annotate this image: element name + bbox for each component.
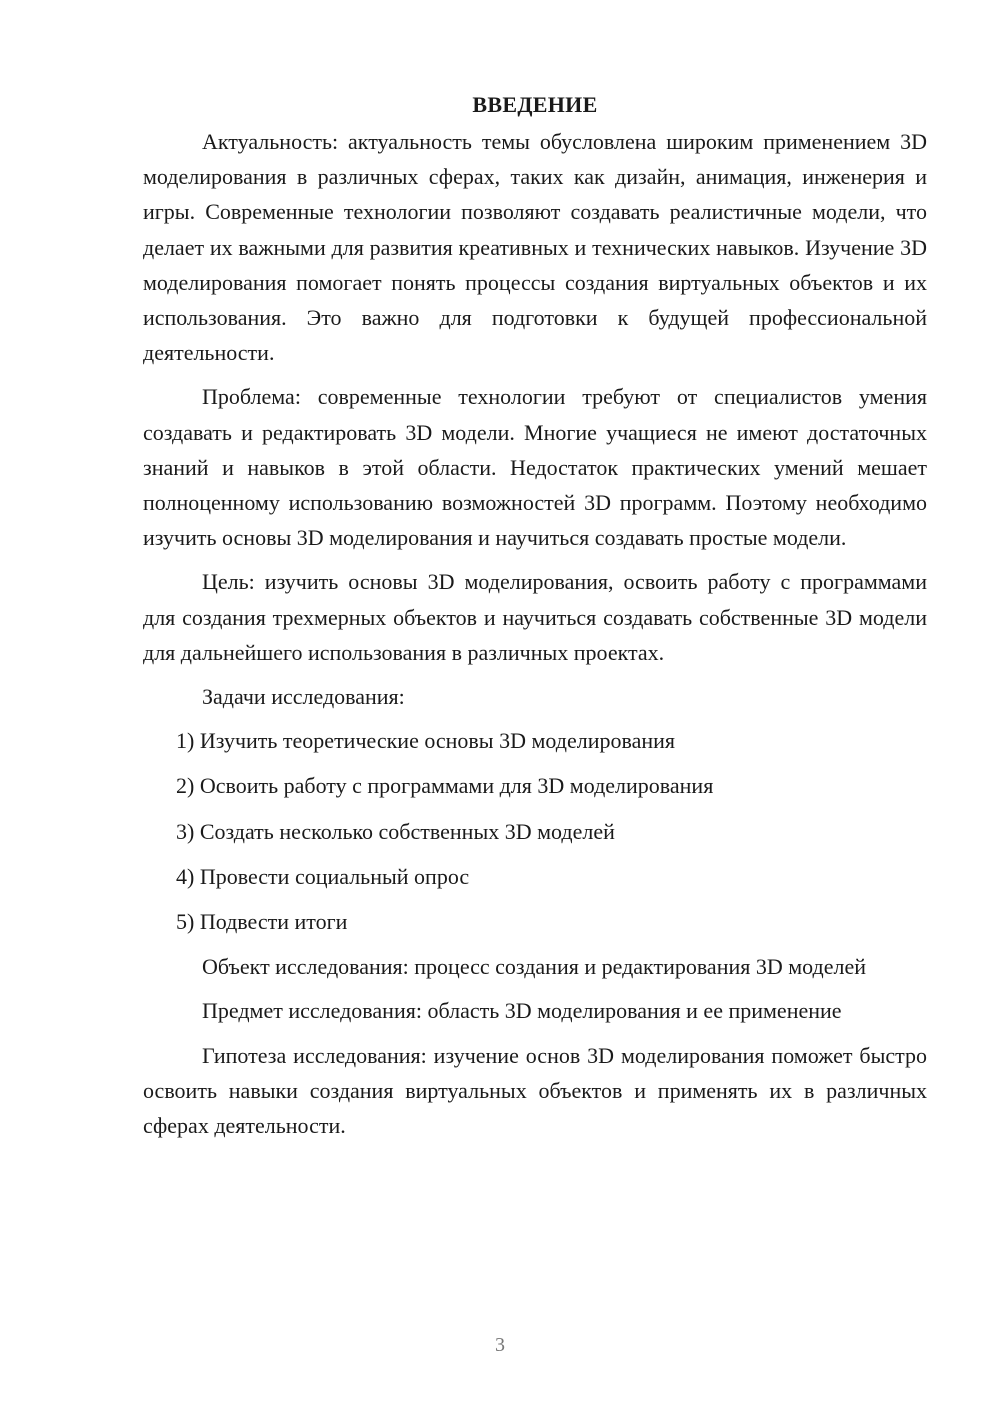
- page-number: 3: [495, 1334, 505, 1356]
- list-item: 4) Провести социальный опрос: [176, 863, 470, 889]
- object-paragraph: Объект исследования: процесс создания и редактирования 3D моделей: [202, 954, 867, 980]
- list-item: 2) Освоить работу с программами для 3D моделирования: [176, 773, 714, 799]
- relevance-paragraph: Актуальность: актуальность темы обусловлена широким применением 3D моделирования в различных сферах, таких как дизайн, анимация, инженерия и игры. Современные технологии позволяют создавать реалистичные модели, что делает их важными для развития креативных и технических навыков. Изучение 3D моделирования помогает понять процессы создания виртуальных объектов и их использования. Это важно для подготовки к будущей профессиональной деятельности.: [143, 129, 927, 366]
- document-page: [143, 92, 927, 1152]
- problem-paragraph: Проблема: современные технологии требуют от специалистов умения создавать и редактировать 3D модели. Многие учащиеся не имеют достаточных знаний и навыков в этой области. Недостаток практических умений мешает полноценному использованию возможностей 3D программ. Поэтому необходимо изучить основы 3D моделирования и научиться создавать простые модели.: [143, 384, 927, 551]
- list-item: 3) Создать несколько собственных 3D моделей: [176, 818, 615, 844]
- hypothesis-paragraph: Гипотеза исследования: изучение основ 3D моделирования поможет быстро освоить навыки создания виртуальных объектов и применять их в различных сферах деятельности.: [143, 1042, 927, 1139]
- tasks-heading: Задачи исследования:: [202, 684, 405, 710]
- list-item: 1) Изучить теоретические основы 3D моделирования: [176, 728, 675, 754]
- subject-paragraph: Предмет исследования: область 3D моделирования и ее применение: [202, 998, 842, 1024]
- tasks-list: [143, 723, 927, 939]
- goal-paragraph: Цель: изучить основы 3D моделирования, освоить работу с программами для создания трехмерных объектов и научиться создавать собственные 3D модели для дальнейшего использования в различных проектах.: [143, 569, 927, 665]
- page-title: ВВЕДЕНИЕ: [472, 92, 598, 117]
- list-item: 5) Подвести итоги: [176, 909, 348, 935]
